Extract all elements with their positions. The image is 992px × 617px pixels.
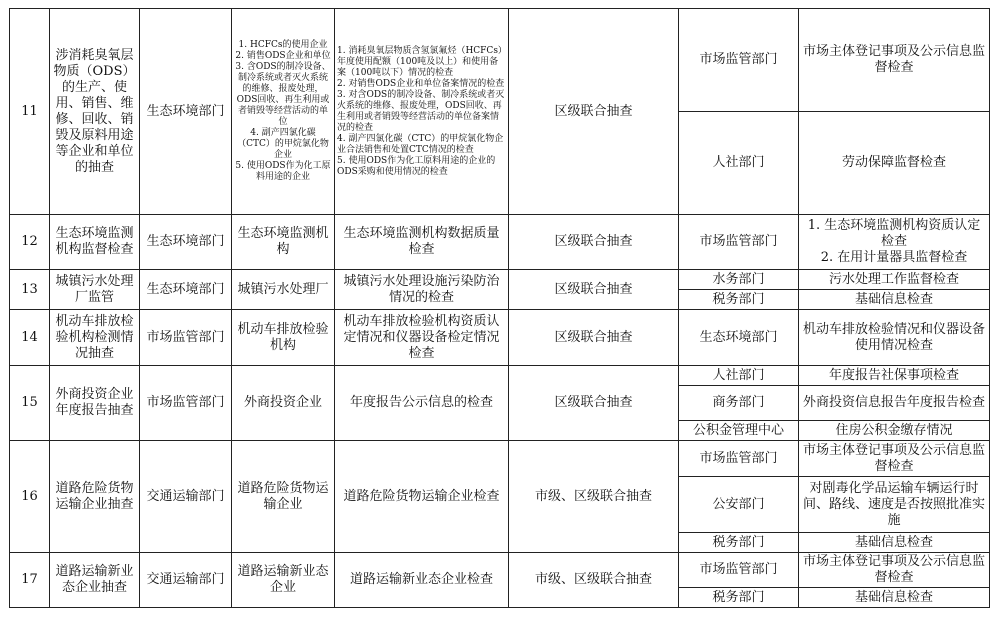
- joint-task: 外商投资信息报告年度报告检查: [799, 386, 990, 421]
- inspection-method: 区级联合抽查: [509, 270, 679, 310]
- row-number: 13: [10, 270, 50, 310]
- inspection-method: 市级、区级联合抽查: [509, 441, 679, 553]
- department: 市场监管部门: [140, 366, 232, 441]
- inspection-content: [335, 9, 509, 215]
- table-row: [10, 215, 990, 270]
- inspection-content: 道路危险货物运输企业检查: [335, 441, 509, 553]
- table-row: [10, 553, 990, 588]
- joint-task: 劳动保障监督检查: [799, 112, 990, 215]
- joint-task: 市场主体登记事项及公示信息监督检查: [799, 441, 990, 477]
- inspection-item: 道路危险货物运输企业抽查: [50, 441, 140, 553]
- joint-department: 市场监管部门: [679, 441, 799, 477]
- inspection-method: 区级联合抽查: [509, 366, 679, 441]
- content-line: 3. 对含ODS的制冷设备、制冷系统或者灭火系统的维修、报废处理，ODS回收、再生利用或者销毁等经营活动的单位备案情况的检查: [337, 89, 505, 133]
- joint-department: 税务部门: [679, 290, 799, 310]
- table-row: [10, 441, 990, 477]
- inspection-content: 道路运输新业态企业检查: [335, 553, 509, 608]
- joint-task: 市场主体登记事项及公示信息监督检查: [799, 9, 990, 112]
- joint-task: 机动车排放检验情况和仪器设备使用情况检查: [799, 310, 990, 366]
- joint-department: 公安部门: [679, 477, 799, 533]
- joint-task: 对剧毒化学品运输车辆运行时间、路线、速度是否按照批准实施: [799, 477, 990, 533]
- joint-department: 税务部门: [679, 588, 799, 608]
- inspection-method: 区级联合抽查: [509, 310, 679, 366]
- inspection-content: 年度报告公示信息的检查: [335, 366, 509, 441]
- joint-department: 商务部门: [679, 386, 799, 421]
- inspection-table: [9, 8, 990, 608]
- joint-task: 基础信息检查: [799, 290, 990, 310]
- inspection-object: 道路危险货物运输企业: [232, 441, 335, 553]
- department: 生态环境部门: [140, 9, 232, 215]
- object-line: 3. 含ODS的制冷设备、制冷系统或者灭火系统的维修、报废处理，ODS回收、再生利用或者销毁等经营活动的单位: [235, 62, 331, 127]
- row-number: 12: [10, 215, 50, 270]
- inspection-method: 市级、区级联合抽查: [509, 553, 679, 608]
- department: 交通运输部门: [140, 441, 232, 553]
- object-line: 4. 副产四氯化碳（CTC）的甲烷氯化物企业: [237, 128, 329, 160]
- row-number: 16: [10, 441, 50, 553]
- object-line: 1. HCFCs的使用企业: [238, 40, 328, 50]
- joint-task: 污水处理工作监督检查: [799, 270, 990, 290]
- inspection-method: 区级联合抽查: [509, 9, 679, 215]
- inspection-object: 外商投资企业: [232, 366, 335, 441]
- table-row: [10, 9, 990, 112]
- row-number: 11: [10, 9, 50, 215]
- joint-task: 1. 生态环境监测机构资质认定检查 2. 在用计量器具监督检查: [799, 215, 990, 270]
- joint-task: 住房公积金缴存情况: [799, 421, 990, 441]
- inspection-content: 城镇污水处理设施污染防治情况的检查: [335, 270, 509, 310]
- table-row: [10, 270, 990, 290]
- inspection-content: 生态环境监测机构数据质量检查: [335, 215, 509, 270]
- inspection-item: 城镇污水处理厂监管: [50, 270, 140, 310]
- inspection-item: 机动车排放检验机构检测情况抽查: [50, 310, 140, 366]
- content-line: 5. 使用ODS作为化工原料用途的企业的ODS采购和使用情况的检查: [337, 155, 496, 177]
- joint-department: 税务部门: [679, 533, 799, 553]
- joint-department: 市场监管部门: [679, 553, 799, 588]
- joint-task: 市场主体登记事项及公示信息监督检查: [799, 553, 990, 588]
- joint-department: 人社部门: [679, 112, 799, 215]
- object-line: 5. 使用ODS作为化工原料用途的企业: [235, 161, 331, 182]
- department: 市场监管部门: [140, 310, 232, 366]
- inspection-object: 生态环境监测机构: [232, 215, 335, 270]
- inspection-content: 机动车排放检验机构资质认定情况和仪器设备检定情况检查: [335, 310, 509, 366]
- content-line: 4. 副产四氯化碳（CTC）的甲烷氯化物企业合法销售和处置CTC情况的检查: [337, 133, 504, 155]
- table-row: [10, 366, 990, 386]
- inspection-item: 道路运输新业态企业抽查: [50, 553, 140, 608]
- row-number: 17: [10, 553, 50, 608]
- joint-task: 基础信息检查: [799, 588, 990, 608]
- joint-department: 水务部门: [679, 270, 799, 290]
- content-line: 2. 对销售ODS企业和单位备案情况的检查: [337, 78, 505, 89]
- joint-task: 基础信息检查: [799, 533, 990, 553]
- content-line: 1. 消耗臭氧层物质含氢氯氟烃（HCFCs）年度使用配额（100吨及以上）和使用备案（100吨以下）情况的检查: [337, 45, 503, 78]
- department: 交通运输部门: [140, 553, 232, 608]
- inspection-item: 涉消耗臭氧层物质（ODS）的生产、使用、销售、维修、回收、销毁及原料用途等企业和单位的抽查: [50, 9, 140, 215]
- inspection-item: 外商投资企业年度报告抽查: [50, 366, 140, 441]
- department: 生态环境部门: [140, 270, 232, 310]
- object-line: 2. 销售ODS企业和单位: [235, 51, 331, 61]
- joint-task: 年度报告社保事项检查: [799, 366, 990, 386]
- inspection-method: 区级联合抽查: [509, 215, 679, 270]
- joint-department: 市场监管部门: [679, 215, 799, 270]
- department: 生态环境部门: [140, 215, 232, 270]
- joint-department: 市场监管部门: [679, 9, 799, 112]
- inspection-object: 城镇污水处理厂: [232, 270, 335, 310]
- table-row: [10, 310, 990, 366]
- inspection-object: 机动车排放检验机构: [232, 310, 335, 366]
- joint-department: 人社部门: [679, 366, 799, 386]
- inspection-object: 道路运输新业态企业: [232, 553, 335, 608]
- row-number: 14: [10, 310, 50, 366]
- inspection-objects: [232, 9, 335, 215]
- inspection-item: 生态环境监测机构监督检查: [50, 215, 140, 270]
- joint-department: 公积金管理中心: [679, 421, 799, 441]
- row-number: 15: [10, 366, 50, 441]
- joint-department: 生态环境部门: [679, 310, 799, 366]
